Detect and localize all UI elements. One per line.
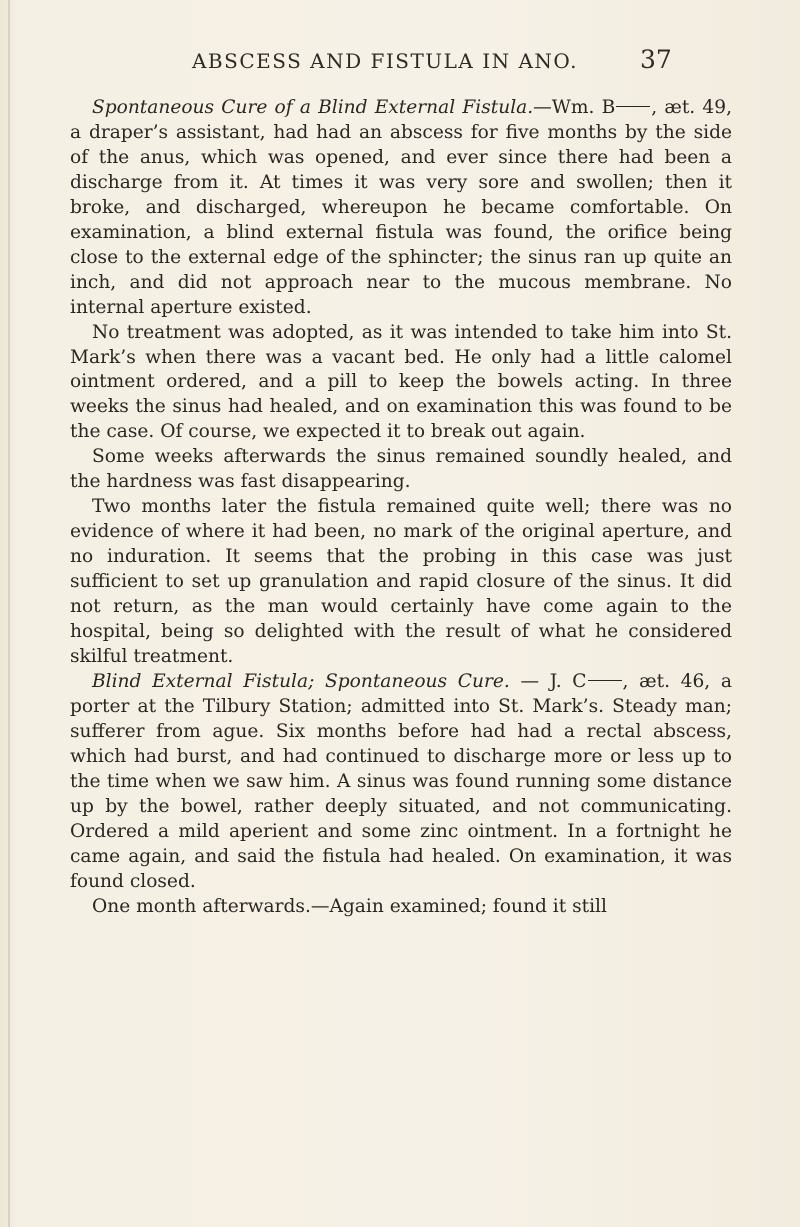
body-text	[70, 96, 732, 919]
page-number: 37	[640, 45, 672, 74]
paragraph: Some weeks afterwards the sinus remained soundly healed, and the hardness was fast disappearing.	[70, 446, 732, 493]
page-gutter-edge	[8, 0, 10, 1227]
case-heading: Spontaneous Cure of a Blind External Fistula.	[92, 97, 534, 118]
paragraph-case-one	[70, 96, 732, 321]
patient-name: —Wm. B	[533, 97, 616, 118]
paragraph: Two months later the fistula remained quite well; there was no evidence of where it had been, no mark of the original aperture, and no induration. It seems that the probing in this case was just sufficient to set up granulation and rapid closure of the sinus. It did not return, as the man would certainly have come again to the hospital, being so delighted with the result of what he considered skilful treatment.	[70, 496, 732, 667]
name-dash	[588, 680, 622, 681]
running-head	[0, 45, 800, 79]
case-heading: Blind External Fistula; Spontaneous Cure.	[92, 670, 510, 692]
patient-name: — J. C	[509, 670, 587, 692]
name-dash	[616, 106, 650, 107]
paragraph-text: , æt. 49, a draper’s assistant, had had an abscess for five months by the side of the anus, which was opened, and ever since there had been a discharge from it. At times it was very sore and swollen; then it broke, and discharged, whereupon he became comfortable. On examination, a blind external fistula was found, the orifice being close to the external edge of the sphincter; the sinus ran up quite an inch, and did not approach near to the mucous membrane. No internal aperture existed.	[70, 97, 732, 318]
running-head-title: ABSCESS AND FISTULA IN ANO.	[191, 49, 579, 73]
paragraph: No treatment was adopted, as it was intended to take him into St. Mark’s when there was a vacant bed. He only had a little calomel ointment ordered, and a pill to keep the bowels acting. In three weeks the sinus had healed, and on examination this was found to be the case. Of course, we expected it to break out again.	[70, 321, 732, 443]
paragraph-text: , æt. 46, a porter at the Tilbury Station; admitted into St. Mark’s. Steady man; sufferer from ague. Six months before had had a rectal abscess, which had burst, and had continued to discharge more or less up to the time when we saw him. A sinus was found running some distance up by the bowel, rather deeply situated, and not communicating. Ordered a mild aperient and some zinc ointment. In a fortnight he came again, and said the fistula had healed. On examination, it was found closed.	[70, 670, 732, 892]
paragraph-case-two	[70, 670, 732, 895]
paragraph: One month afterwards.—Again examined; found it still	[92, 895, 607, 917]
